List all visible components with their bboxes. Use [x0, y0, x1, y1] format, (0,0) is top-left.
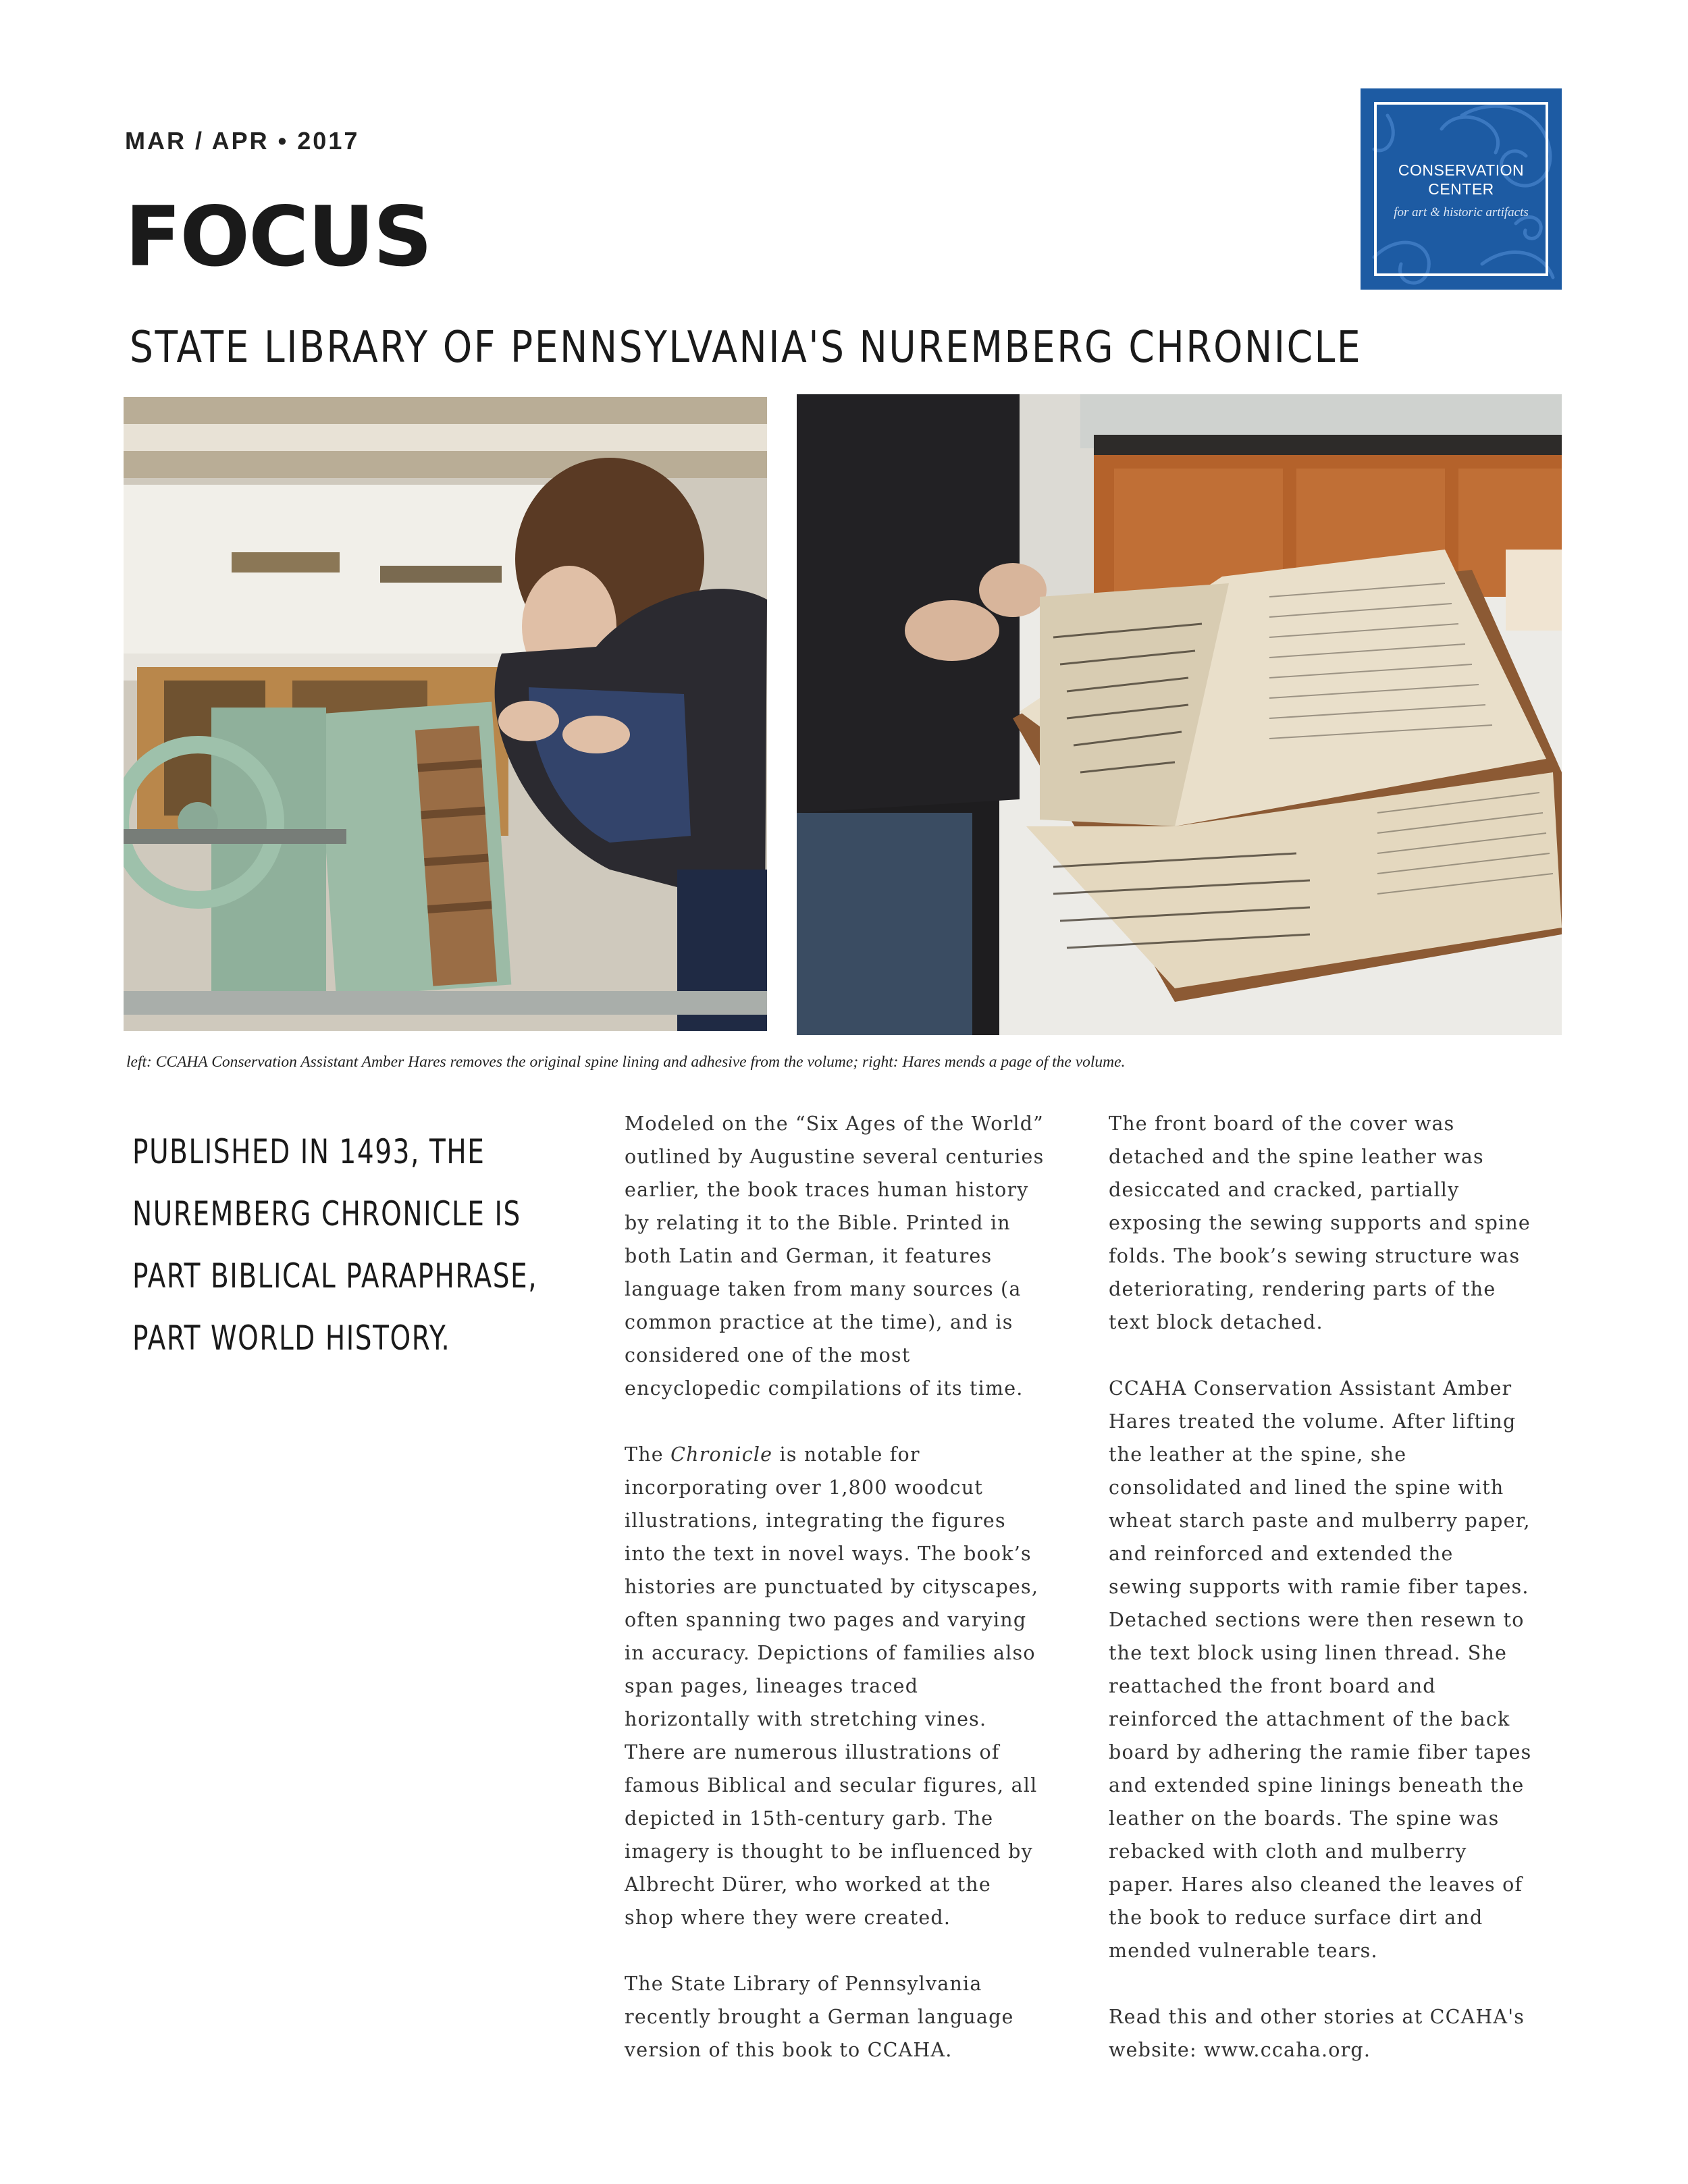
text-line: mended vulnerable tears.: [1109, 1940, 1378, 1962]
paragraph: [625, 1967, 1044, 2067]
text-line: leather on the boards. The spine was: [1109, 1807, 1500, 1830]
text-line: Detached sections were then resewn to: [1109, 1609, 1525, 1631]
text-line: recently brought a German language: [625, 2006, 1014, 2028]
text-line: the leather at the spine, she: [1109, 1443, 1407, 1466]
text-line: both Latin and German, it features: [625, 1245, 993, 1267]
text-line: histories are punctuated by cityscapes,: [625, 1576, 1039, 1598]
section-title: FOCUS: [125, 189, 431, 285]
text-line: wheat starch paste and mulberry paper,: [1109, 1510, 1531, 1532]
logo-tagline: for art & historic artifacts: [1394, 205, 1529, 219]
pull-quote-line: NUREMBERG CHRONICLE IS: [132, 1194, 521, 1233]
text-line: depicted in 15th-century garb. The: [625, 1807, 994, 1830]
text-line: version of this book to CCAHA.: [625, 2039, 953, 2061]
text-line: paper. Hares also cleaned the leaves of: [1109, 1873, 1523, 1896]
photo-caption: left: CCAHA Conservation Assistant Amber Hares removes the original spine lining and adhesive from the volume; right: Hares mends a page of the volume.: [126, 1053, 1126, 1071]
paragraph: [1109, 2000, 1531, 2067]
pull-quote-line: PUBLISHED IN 1493, THE: [132, 1132, 485, 1171]
paragraph: [1109, 1372, 1531, 1967]
text-line: sewing supports with ramie fiber tapes.: [1109, 1576, 1529, 1598]
text-line: incorporating over 1,800 woodcut: [625, 1476, 984, 1499]
text-line: deteriorating, rendering parts of the: [1109, 1278, 1496, 1300]
text-line: Modeled on the “Six Ages of the World”: [625, 1113, 1044, 1135]
body-column-1: [625, 1107, 1044, 2100]
pull-quote-line: PART BIBLICAL PARAPHRASE,: [132, 1256, 538, 1296]
text-line: shop where they were created.: [625, 1907, 951, 1929]
text-line: desiccated and cracked, partially: [1109, 1179, 1460, 1201]
paragraph: [1109, 1107, 1531, 1339]
website-link-line[interactable]: website: www.ccaha.org.: [1109, 2039, 1371, 2061]
photo-conservator-spine: [124, 397, 767, 1031]
text-line: The front board of the cover was: [1109, 1113, 1455, 1135]
ccaha-logo[interactable]: [1361, 88, 1562, 290]
issue-date: MAR / APR • 2017: [125, 127, 360, 155]
text-run: is notable for: [772, 1443, 920, 1466]
text-line: imagery is thought to be influenced by: [625, 1840, 1033, 1863]
text-line: CCAHA Conservation Assistant Amber: [1109, 1377, 1512, 1400]
text-line: board by adhering the ramie fiber tapes: [1109, 1741, 1532, 1763]
text-line: reattached the front board and: [1109, 1675, 1436, 1697]
text-line: common practice at the time), and is: [625, 1311, 1013, 1333]
text-line: Read this and other stories at CCAHA's: [1109, 2006, 1525, 2028]
text-line: detached and the spine leather was: [1109, 1146, 1484, 1168]
text-line: in accuracy. Depictions of families also: [625, 1642, 1036, 1664]
text-line: and reinforced and extended the: [1109, 1543, 1454, 1565]
text-line: by relating it to the Bible. Printed in: [625, 1212, 1011, 1234]
text-line: text block detached.: [1109, 1311, 1323, 1333]
text-line: exposing the sewing supports and spine: [1109, 1212, 1531, 1234]
text-line: outlined by Augustine several centuries: [625, 1146, 1045, 1168]
pull-quote: [132, 1121, 537, 1369]
text-line: the book to reduce surface dirt and: [1109, 1907, 1483, 1929]
text-line: and extended spine linings beneath the: [1109, 1774, 1525, 1796]
text-line: the text block using linen thread. She: [1109, 1642, 1508, 1664]
text-line: language taken from many sources (a: [625, 1278, 1022, 1300]
text-line: span pages, lineages traced: [625, 1675, 919, 1697]
text-line: encyclopedic compilations of its time.: [625, 1377, 1024, 1400]
text-line: rebacked with cloth and mulberry: [1109, 1840, 1467, 1863]
text-line: illustrations, integrating the figures: [625, 1510, 1006, 1532]
text-line: Albrecht Dürer, who worked at the: [625, 1873, 991, 1896]
text-line: folds. The book’s sewing structure was: [1109, 1245, 1521, 1267]
photo-mending-page: [797, 394, 1562, 1035]
pull-quote-line: PART WORLD HISTORY.: [132, 1319, 451, 1358]
text-line: reinforced the attachment of the back: [1109, 1708, 1510, 1730]
paragraph: [625, 1438, 1044, 1934]
text-line: into the text in novel ways. The book’s: [625, 1543, 1032, 1565]
logo-text-line1: CONSERVATION: [1398, 161, 1525, 179]
text-line: The State Library of Pennsylvania: [625, 1973, 982, 1995]
paragraph: [625, 1107, 1044, 1405]
text-line: earlier, the book traces human history: [625, 1179, 1029, 1201]
text-line: considered one of the most: [625, 1344, 911, 1366]
text-line: famous Biblical and secular figures, all: [625, 1774, 1038, 1796]
text-line: often spanning two pages and varying: [625, 1609, 1027, 1631]
text-line: There are numerous illustrations of: [625, 1741, 1000, 1763]
text-line: horizontally with stretching vines.: [625, 1708, 987, 1730]
text-line: Hares treated the volume. After lifting: [1109, 1410, 1516, 1433]
chronicle-italic: Chronicle: [670, 1443, 773, 1466]
text-line: consolidated and lined the spine with: [1109, 1476, 1504, 1499]
text-line: [625, 1438, 1044, 1471]
logo-text-line2: CENTER: [1428, 180, 1494, 198]
article-headline: STATE LIBRARY OF PENNSYLVANIA'S NUREMBERG CHRONICLE: [130, 323, 1363, 373]
text-run: The: [625, 1443, 671, 1466]
body-column-2: [1109, 1107, 1531, 2100]
